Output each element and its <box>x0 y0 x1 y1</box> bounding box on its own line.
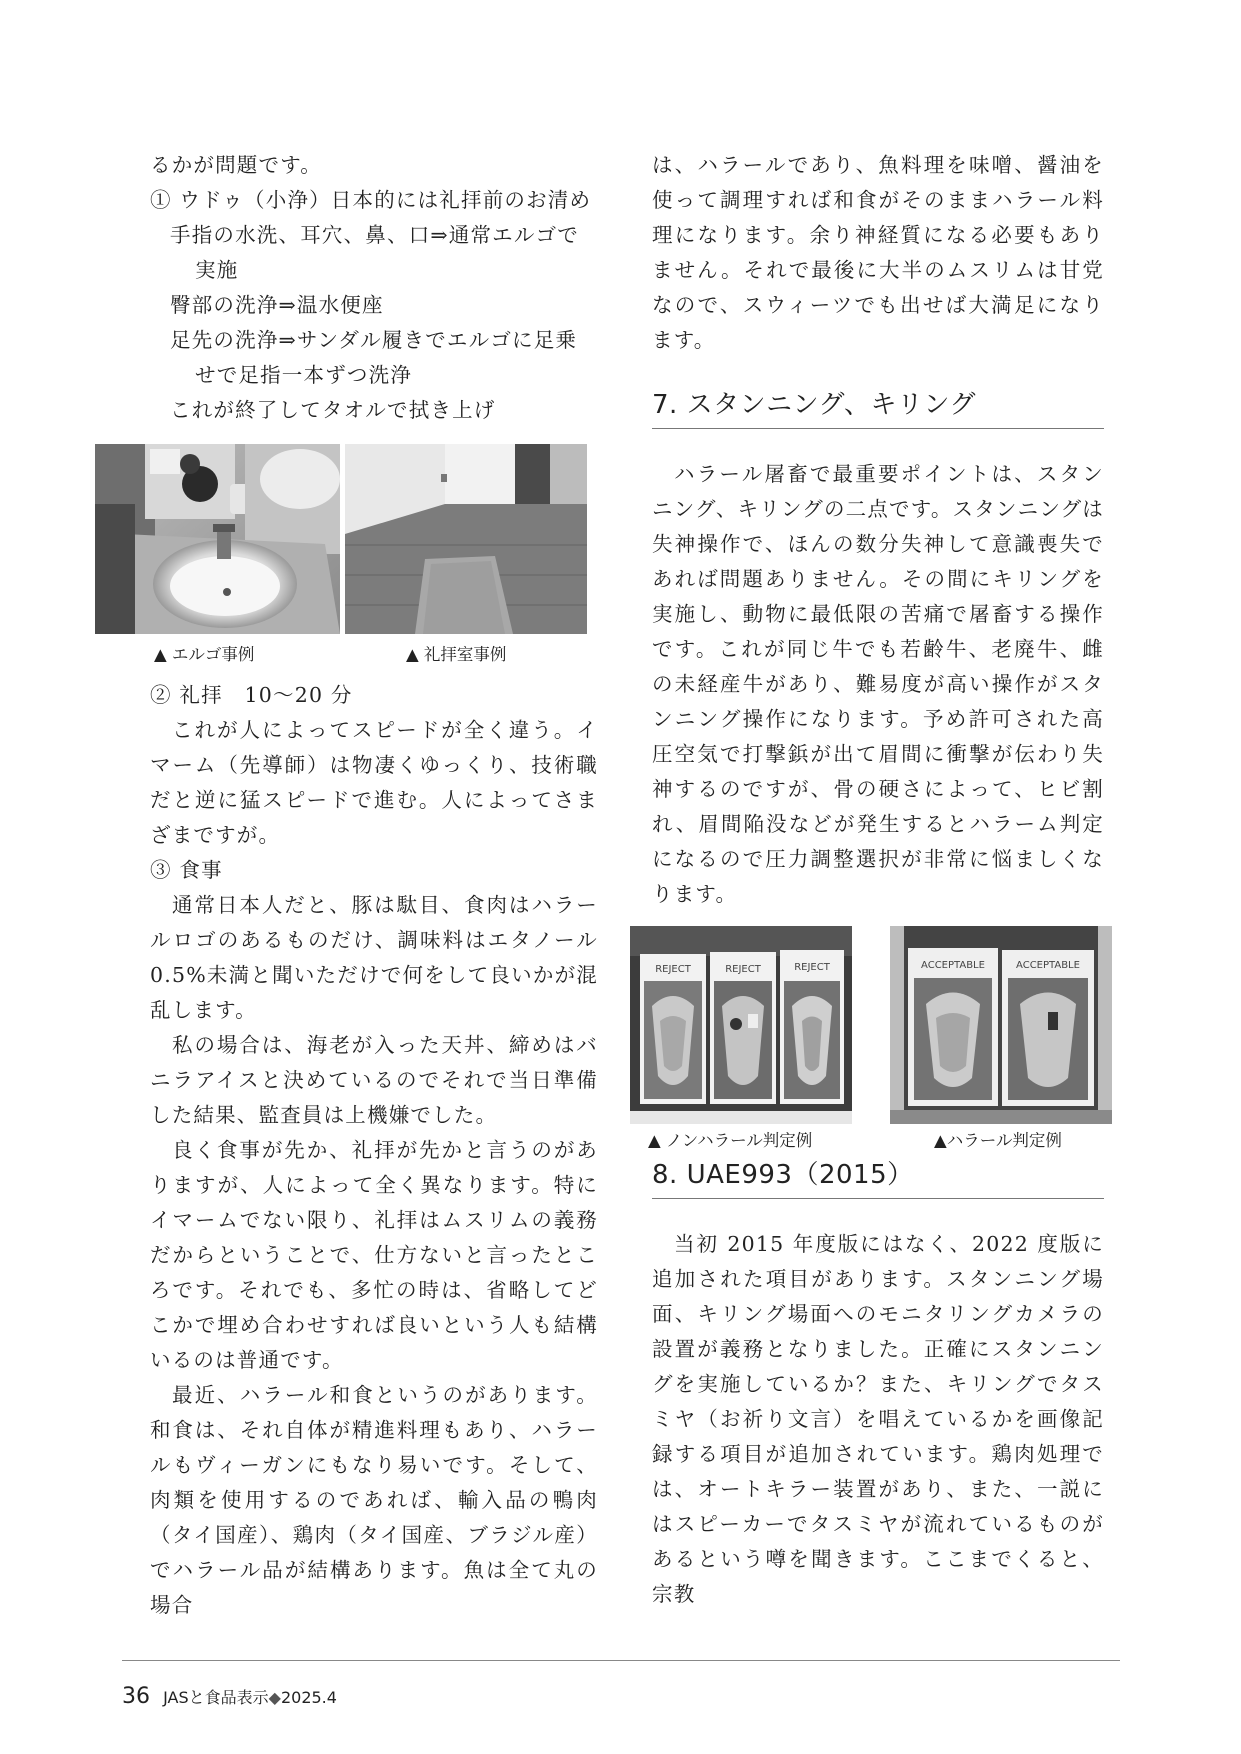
caption-non-halal: ▲ ノンハラール判定例 <box>648 1131 813 1150</box>
non-halal-photo <box>630 926 852 1124</box>
paragraph: 良く食事が先か、礼拝が先かと言うのがありますが、人によって全く異なります。特にイマームでない限り、礼拝はムスリムの義務だからということで、仕方ないと言ったところです。それでも、多忙の時は、省略してどこかで埋め合わせすれば良いという人も結構いるのは普通です。 <box>150 1138 598 1372</box>
list-item-title: ③ 食事 <box>150 858 223 882</box>
footer <box>122 1684 337 1709</box>
paragraph: これが人によってスピードが全く違う。イマーム（先導師）は物凄くゆっくり、技術職だと逆に猛スピードで進む。人によってさまざまですが。 <box>150 718 598 847</box>
acceptable-label-2: ACCEPTABLE <box>1016 960 1080 971</box>
list-item-line: 手指の水洗、耳穴、鼻、口⇒通常エルゴで <box>170 223 579 247</box>
list-item-line: これが終了してタオルで拭き上げ <box>170 398 496 422</box>
left-column <box>150 148 598 1623</box>
ergo-image <box>95 444 340 634</box>
prayer-room-photo <box>345 444 587 634</box>
page-number: 36 <box>122 1684 150 1709</box>
list-item-line: 足先の洗浄⇒サンダル履きでエルゴに足乗 <box>170 328 578 352</box>
reject-image <box>630 926 852 1124</box>
photo-row-right <box>648 926 1104 1154</box>
paragraph: るかが問題です。 <box>150 153 322 177</box>
section-heading-8: 8. UAE993（2015） <box>652 1158 1104 1199</box>
list-item-line: 実施 <box>195 258 239 282</box>
list-item-line: せで足指一本ずつ洗浄 <box>195 363 412 387</box>
right-column <box>648 148 1105 1612</box>
paragraph: 通常日本人だと、豚は駄目、食肉はハラールロゴのあるものだけ、調味料はエタノール0.5%未満と聞いただけで何をして良いかが混乱します。 <box>150 893 598 1022</box>
paragraph: 私の場合は、海老が入った天丼、締めはバニラアイスと決めているのでそれで当日準備した結果、監査員は上機嫌でした。 <box>150 1033 598 1127</box>
reject-label-2: REJECT <box>725 964 761 975</box>
issue-date: 2025.4 <box>280 1688 337 1707</box>
list-item-line: 臀部の洗浄⇒温水便座 <box>170 293 384 317</box>
acceptable-image <box>890 926 1112 1124</box>
halal-photo <box>890 926 1112 1124</box>
diamond-icon: ◆ <box>268 1688 281 1707</box>
caption-prayer-room: ▲ 礼拝室事例 <box>406 645 507 664</box>
paragraph: 最近、ハラール和食というのがあります。和食は、それ自体が精進料理もあり、ハラールもヴィーガンにもなり易いです。そして、肉類を使用するのであれば、輸入品の鴨肉（タイ国産）、鶏肉（タイ国産、ブラジル産）でハラール品が結構あります。魚は全て丸の場合 <box>150 1383 598 1617</box>
section-heading-7: 7. スタンニング、キリング <box>652 388 1104 429</box>
caption-halal: ▲ハラール判定例 <box>934 1131 1062 1150</box>
paragraph: 当初 2015 年度版にはなく、2022 度版に追加された項目があります。スタンニング場面、キリング場面へのモニタリングカメラの設置が義務となりました。正確にスタンニングを実施しているか？また、キリングでタスミヤ（お祈り文言）を唱えているかを画像記録する項目が追加されています。鶏肉処理では、オートキラー装置があり、また、一説にはスピーカーでタスミヤが流れているものがあるという噂を聞きます。ここまでくると、宗教 <box>652 1232 1104 1606</box>
prayer-room-image <box>345 444 587 634</box>
reject-label-1: REJECT <box>655 964 691 975</box>
list-item-title: ① ウドゥ（小浄）日本的には礼拝前のお清め <box>150 188 592 212</box>
paragraph: は、ハラールであり、魚料理を味噌、醤油を使って調理すれば和食がそのままハラール料理になります。余り神経質になる必要もありません。それで最後に大半のムスリムは甘党なので、スウィーツでも出せば大満足になります。 <box>652 153 1104 352</box>
list-item-title: ② 礼拝 10〜20 分 <box>150 683 353 707</box>
caption-ergo: ▲ エルゴ事例 <box>154 645 255 664</box>
footer-rule <box>122 1660 1120 1661</box>
publication-name: JASと食品表示 <box>163 1688 269 1707</box>
reject-label-3: REJECT <box>794 962 830 973</box>
ergo-photo <box>95 444 340 634</box>
paragraph: ハラール屠畜で最重要ポイントは、スタンニング、キリングの二点です。スタンニングは失神操作で、ほんの数分失神して意識喪失であれば問題ありません。その間にキリングを実施し、動物に最低限の苦痛で屠畜する操作です。これが同じ牛でも若齢牛、老廃牛、雌の未経産牛があり、難易度が高い操作がスタンニング操作になります。予め許可された高圧空気で打撃鋲が出て眉間に衝撃が伝わり失神するのですが、骨の硬さによって、ヒビ割れ、眉間陥没などが発生するとハラーム判定になるので圧力調整選択が非常に悩ましくなります。 <box>652 462 1105 906</box>
acceptable-label-1: ACCEPTABLE <box>921 960 985 971</box>
photo-row-left <box>150 444 598 684</box>
